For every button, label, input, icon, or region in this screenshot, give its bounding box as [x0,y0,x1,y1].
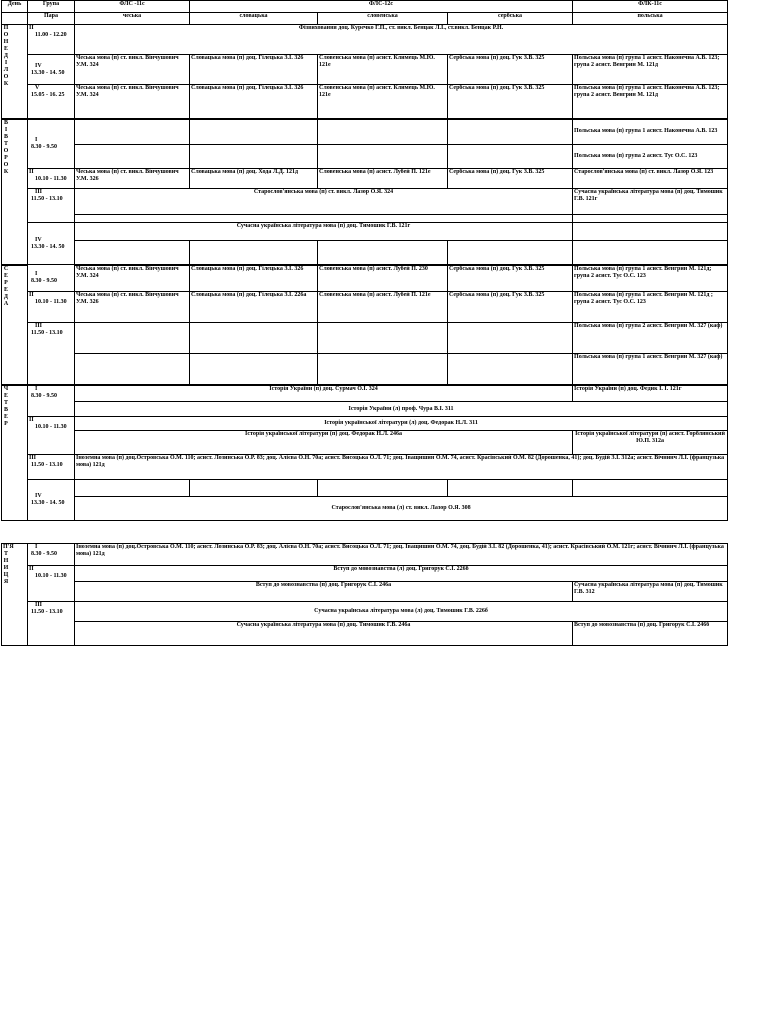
lesson-cell: Історія української літератури (п) доц. Федорак Н.Л. 246а [75,431,573,455]
pair-cell: V 15.05 - 16. 25 [28,85,75,119]
lesson-cell: Сучасна українська література мова (п) доц. Тимошик Г.В. 246а [75,622,573,646]
lesson-cell: Історія української літератури (л) доц. Федорак Н.Л. 311 [75,417,728,431]
lesson-cell: Чеська мова (п) ст. викл. Вінчушович У.М. 326 [75,292,190,323]
lesson-cell: Сучасна українська література мова (л) доц. Тимошик Г.В. 226б [75,602,728,622]
lesson-cell: Історія України (л) проф. Чура В.І. 311 [75,402,728,417]
lesson-cell [573,241,728,265]
header-sub-czech: чеська [75,13,190,25]
lesson-cell: Польська мова (п) група 1 асист. Наконечна А.В. 123 [573,119,728,145]
lesson-cell: Вступ до мовознавства (л) доц. Григорук С.І. 226б [75,566,728,582]
header-group-fls11: ФЛС -11с [75,1,190,13]
lesson-cell [448,480,573,497]
header-sub-slovak: словацька [190,13,318,25]
pair-cell: III 11.50 - 13.10 [28,323,75,385]
header-sub-polish: польська [573,13,728,25]
pair-cell: I 8.30 - 9.50 [28,385,75,417]
lesson-cell: Іноземна мова (п) доц.Островська О.М. 110; асист. Лозинська О.Р. 83; доц. Алієва О.Н. 70а; асист. Висоцька О.Л. 71; доц. Іващишин О.М. 74, доц. Будій З.І. 82 (Дорошенка, 41); асист. Красівський О.М. 121г; асист. Вічнинч Л.І. (французька мова) 121д [75,544,728,566]
lesson-cell: Словенська мова (п) асист. Климець М.Ю. 121е [318,85,448,119]
schedule-table-main [1,0,728,521]
lesson-cell: Чеська мова (п) ст. викл. Вінчушович У.М. 326 [75,169,190,189]
lesson-cell: Польська мова (п) група 1 асист. Наконечна А.В. 123; група 2 асист. Венгрин М. 121д [573,55,728,85]
header-group-fls12: ФЛС-12с [190,1,573,13]
lesson-cell [448,145,573,169]
lesson-cell: Старослов'янська мова (п) ст. викл. Лазор О.Я. 123 [573,169,728,189]
lesson-cell [190,354,318,385]
pair-cell: II 10.10 - 11.30 [28,566,75,602]
lesson-cell [190,241,318,265]
header-sub-slovene: словенська [318,13,448,25]
lesson-cell: Історія української літератури (п) асист. Горблянський Ю.П. 312а [573,431,728,455]
pair-cell: II 10.10 - 11.30 [28,169,75,189]
pair-cell: III 11.50 - 13.10 [28,189,75,223]
lesson-cell: Словенська мова (п) асист. Лубей П. 121е [318,292,448,323]
header-blank [2,13,28,25]
lesson-cell [318,323,448,354]
lesson-cell [318,480,448,497]
pair-cell: I 8.30 - 9.50 [28,544,75,566]
lesson-cell: Іноземна мова (п) доц.Островська О.М. 110; асист. Лозинська О.Р. 83; доц. Алієва О.Н. 70а; асист. Висоцька О.Л. 71; доц. Іващишин О.М. 74, асист. Красівський О.М. 82 (Дорошенка, 41); доц. Будій З.І. 312а; асист. Вічнинч Л.І. (французька мова) 121д [75,455,728,480]
lesson-cell: Сербська мова (п) доц. Гук З.В. 325 [448,55,573,85]
lesson-cell [75,241,190,265]
pair-cell: III 11.50 - 13.10 [28,602,75,646]
lesson-cell [190,323,318,354]
lesson-cell: Польська мова (п) група 2 асист. Тус О.С. 123 [573,145,728,169]
pair-cell: III 11.50 - 13.10 [28,455,75,480]
day-monday: ПОНЕДІЛОК [2,25,28,119]
lesson-cell [448,354,573,385]
lesson-cell: Старослов'янська мова (л) ст. викл. Лазор О.Я. 308 [75,497,728,521]
lesson-cell: Польська мова (п) група 1 асист. Наконечна А.В. 123; група 2 асист. Венгрин М. 121д [573,85,728,119]
lesson-cell: Сучасна українська література мова (п) доц. Тимошик Г.В. 121г [573,189,728,215]
lesson-cell [573,223,728,241]
lesson-cell: Польська мова (п) група 1 асист. Венгрин М. 121д; група 2 асист. Тус О.С. 123 [573,265,728,292]
lesson-cell [318,241,448,265]
header-pair: Пара [28,13,75,25]
pair-cell: IV 13.30 - 14. 50 [28,55,75,85]
day-tuesday: ВІВТОРОК [2,119,28,265]
lesson-cell: Словенська мова (п) асист. Климець М.Ю. 121е [318,55,448,85]
schedule-table-friday [1,543,728,646]
lesson-cell: Сербська мова (п) доц. Гук З.В. 325 [448,292,573,323]
lesson-cell [190,145,318,169]
day-wednesday: СЕРЕДА [2,265,28,385]
header-group-flk11: ФЛК-11с [573,1,728,13]
lesson-cell [75,145,190,169]
lesson-cell: Вступ до мовознавства (п) доц. Григорук С.І. 246а [75,582,573,602]
lesson-cell: Словенська мова (п) асист. Лубей П. 230 [318,265,448,292]
lesson-cell: Фізвиховання доц. Куречко Г.П., ст. викл. Бенцак Л.І., ст.викл. Бенцак Р.Н. [75,25,728,55]
lesson-cell: Вступ до мовознавства (п) доц. Григорук С.І. 246б [573,622,728,646]
lesson-cell [573,480,728,497]
lesson-cell: Словацька мова (п) доц. Гілецька З.І. 326 [190,85,318,119]
lesson-cell [448,119,573,145]
lesson-cell: Сербська мова (п) доц. Гук З.В. 325 [448,85,573,119]
lesson-cell [75,215,573,223]
lesson-cell: Старослов'янська мова (п) ст. викл. Лазор О.Я. 324 [75,189,573,215]
pair-cell: IV 13.30 - 14. 50 [28,480,75,521]
lesson-cell: Історія України (п) доц. Федик І. І. 121г [573,385,728,402]
lesson-cell: Польська мова (п) група 1 асист. Венгрин М. 121д ; група 2 асист. Тус О.С. 123 [573,292,728,323]
lesson-cell: Словацька мова (п) доц. Гілецька З.І. 226а [190,292,318,323]
lesson-cell [318,354,448,385]
day-friday: П'ЯТНИЦЯ [2,544,28,646]
lesson-cell [75,480,190,497]
lesson-cell [318,119,448,145]
lesson-cell [75,354,190,385]
header-sub-serbian: сербська [448,13,573,25]
lesson-cell: Чеська мова (п) ст. викл. Вінчушович У.М. 324 [75,85,190,119]
lesson-cell: Чеська мова (п) ст. викл. Вінчушович У.М. 324 [75,55,190,85]
lesson-cell: Історія України (п) доц. Сурмач О.І. 324 [75,385,573,402]
lesson-cell [318,145,448,169]
lesson-cell: Словацька мова (п) доц. Хода Л.Д. 121д [190,169,318,189]
pair-cell: II 10.10 - 11.30 [28,417,75,455]
lesson-cell: Сучасна українська література мова (п) доц. Тимошик Г.В. 121г [75,223,573,241]
lesson-cell [75,323,190,354]
pair-cell: II 10.10 - 11.30 [28,292,75,323]
lesson-cell [190,119,318,145]
lesson-cell: Словацька мова (п) доц. Гілецька З.І. 326 [190,265,318,292]
pair-cell: I 8.30 - 9.50 [28,119,75,169]
lesson-cell: Сучасна українська література мова (п) доц. Тимошик Г.В. 312 [573,582,728,602]
lesson-cell [190,480,318,497]
lesson-cell [573,215,728,223]
lesson-cell: Словенська мова (п) асист. Лубей П. 121е [318,169,448,189]
lesson-cell [448,241,573,265]
lesson-cell: Сербська мова (п) доц. Гук З.В. 325 [448,169,573,189]
lesson-cell: Польська мова (п) група 1 асист. Венгрин М. 327 (каф) [573,354,728,385]
lesson-cell: Сербська мова (п) доц. Гук З.В. 325 [448,265,573,292]
lesson-cell: Польська мова (п) група 2 асист. Венгрин М. 327 (каф) [573,323,728,354]
lesson-cell [75,119,190,145]
lesson-cell: Словацька мова (п) доц. Гілецька З.І. 326 [190,55,318,85]
pair-cell: IV 13.30 - 14. 50 [28,223,75,265]
pair-cell: I 8.30 - 9.50 [28,265,75,292]
day-thursday: ЧЕТВЕР [2,385,28,521]
pair-cell: II 11.00 - 12.20 [28,25,75,55]
header-group: Група [28,1,75,13]
header-day: День [2,1,28,13]
lesson-cell [448,323,573,354]
lesson-cell: Чеська мова (п) ст. викл. Вінчушович У.М. 324 [75,265,190,292]
